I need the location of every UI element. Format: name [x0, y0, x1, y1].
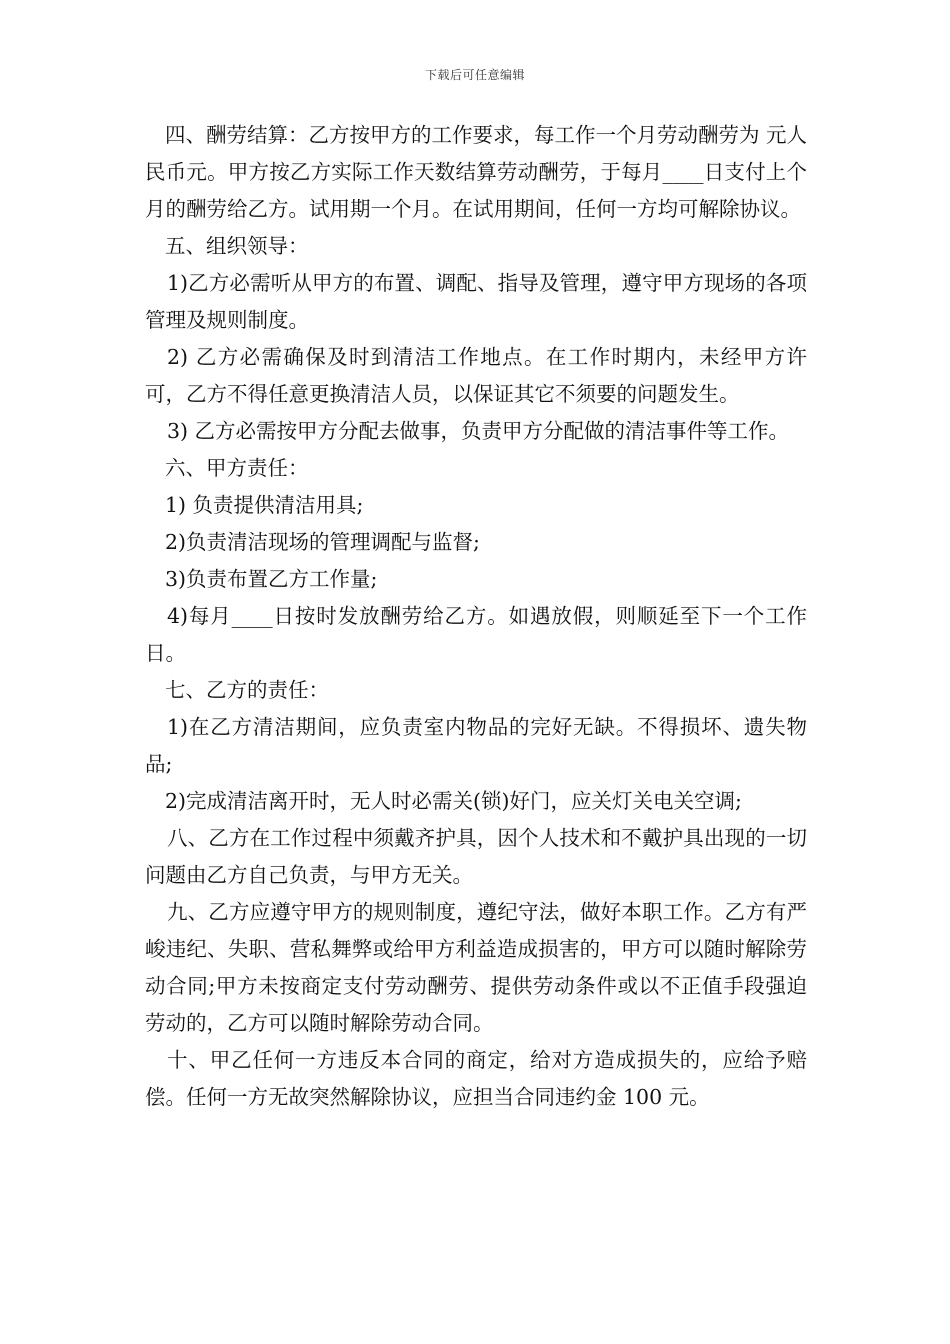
- paragraph-safety: 八、乙方在工作过程中须戴齐护具，因个人技术和不戴护具出现的一切问题由乙方自己负责，与甲方无关。: [145, 826, 807, 887]
- page-header: 下载后可任意编辑: [424, 68, 525, 82]
- list-item: 2)负责清洁现场的管理调配与监督;: [165, 530, 480, 554]
- list-item: 1)在乙方清洁期间，应负责室内物品的完好无缺。不得损坏、遗失物品;: [145, 715, 807, 776]
- paragraph-breach: 十、甲乙任何一方违反本合同的商定，给对方造成损失的，应给予赔偿。任何一方无故突然解除协议，应担当合同违约金 100 元。: [145, 1048, 807, 1109]
- paragraph-remuneration: 四、酬劳结算：乙方按甲方的工作要求，每工作一个月劳动酬劳为 元人民币元。甲方按乙方实际工作天数结算劳动酬劳，于每月____日支付上个月的酬劳给乙方。试用期一个月。在试用期间，任何一方均可解除协议。: [145, 123, 808, 221]
- heading-party-b-duties: 七、乙方的责任：: [165, 678, 329, 702]
- list-item: 3)负责布置乙方工作量;: [165, 567, 378, 591]
- list-item: 2) 乙方必需确保及时到清洁工作地点。在工作时期内，未经甲方许可，乙方不得任意更换清洁人员，以保证其它不须要的问题发生。: [145, 345, 807, 406]
- list-item: 4)每月____日按时发放酬劳给乙方。如遇放假，则顺延至下一个工作日。: [145, 604, 807, 665]
- document-body: [145, 117, 807, 1116]
- paragraph-rules: 九、乙方应遵守甲方的规则制度，遵纪守法，做好本职工作。乙方有严峻违纪、失职、营私舞弊或给甲方利益造成损害的，甲方可以随时解除劳动合同;甲方未按商定支付劳动酬劳、提供劳动条件或以不正值手段强迫劳动的，乙方可以随时解除劳动合同。: [145, 900, 807, 1035]
- heading-party-a-duties: 六、甲方责任：: [165, 456, 309, 480]
- list-item: 1) 负责提供清洁用具;: [165, 493, 364, 517]
- list-item: 3) 乙方必需按甲方分配去做事，负责甲方分配做的清洁事件等工作。: [167, 419, 790, 443]
- list-item: 2)完成清洁离开时，无人时必需关(锁)好门，应关灯关电关空调;: [165, 789, 742, 813]
- list-item: 1)乙方必需听从甲方的布置、调配、指导及管理，遵守甲方现场的各项管理及规则制度。: [145, 271, 807, 332]
- heading-organization: 五、组织领导：: [165, 234, 309, 258]
